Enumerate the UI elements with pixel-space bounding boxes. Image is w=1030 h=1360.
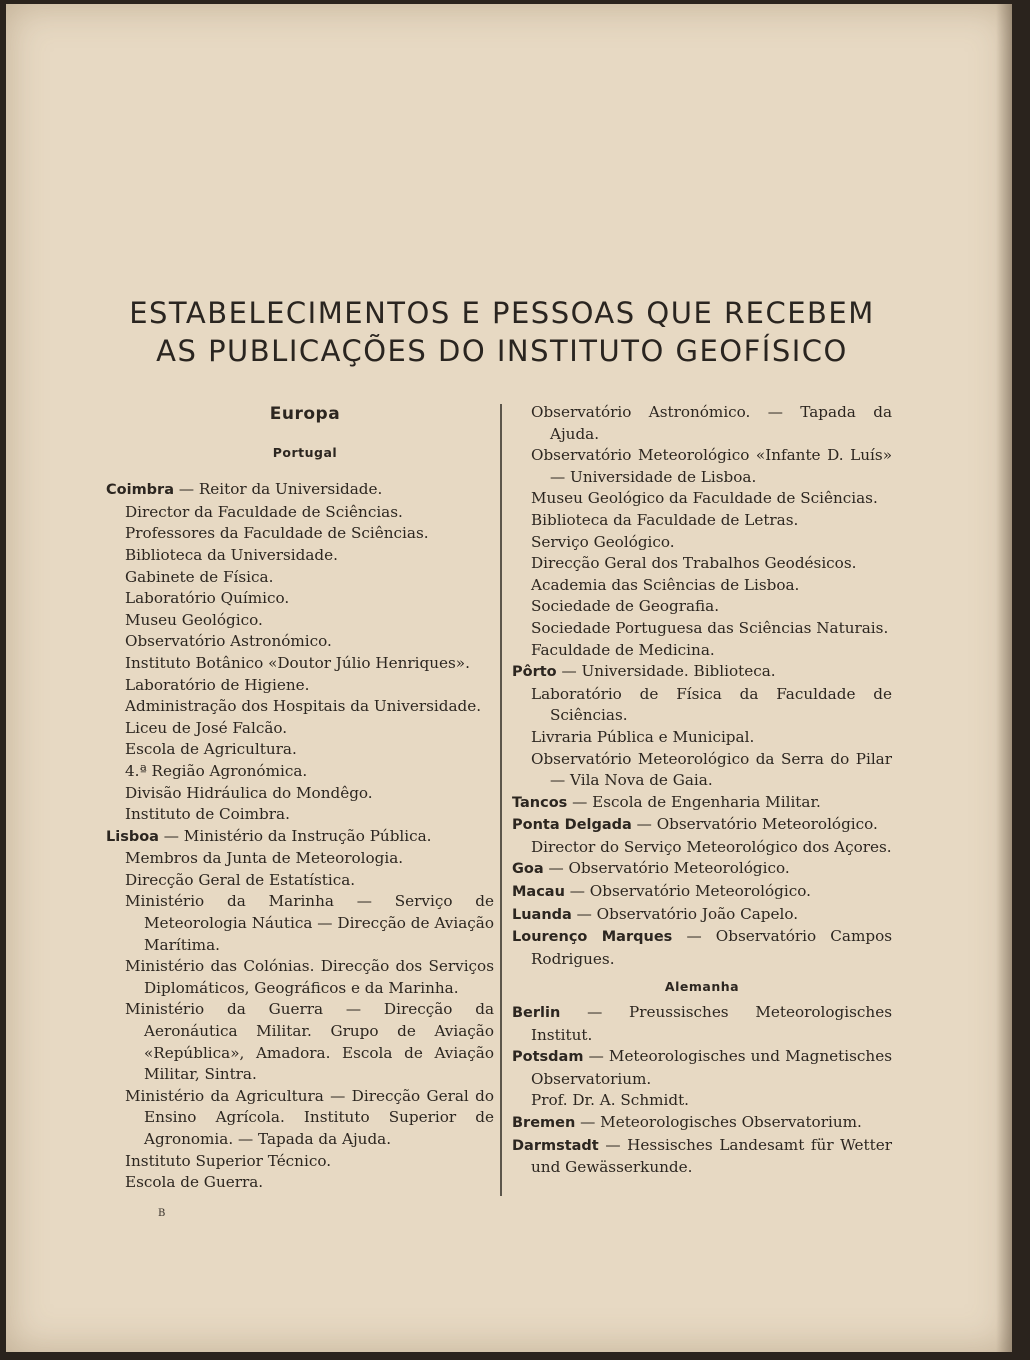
city-goa: Goa (512, 861, 544, 878)
entry-text: — Preussisches Meteorologisches Institut. (531, 1003, 892, 1044)
list-item: Ministério da Guerra — Direcção da Aeronáutica Militar. Grupo de Aviação «República», Amadora. Escola de Aviação Militar, Sintra. (125, 1000, 494, 1084)
entry-text: — Observatório Campos Rodrigues. (531, 927, 893, 968)
page-edge-shadow (996, 4, 1012, 1352)
list-item: Sociedade Portuguesa das Sciências Naturais. (531, 618, 889, 637)
list-item: Liceu de José Falcão. (125, 718, 288, 737)
city-ponta-delgada: Ponta Delgada (512, 817, 632, 834)
entry-text: — Escola de Engenharia Militar. (567, 792, 821, 811)
list-item: Direcção Geral de Estatística. (125, 870, 356, 889)
list-item: Administração dos Hospitais da Universidade. (125, 697, 482, 716)
city-lourenco-marques: Lourenço Marques (512, 929, 673, 946)
list-item: Laboratório de Higiene. (125, 675, 310, 694)
entry-darmstadt (512, 1135, 892, 1179)
list-item: Observatório Astronómico. — Tapada da Ajuda. (531, 403, 892, 443)
list-item: Director do Serviço Meteorológico dos Açores. (531, 837, 892, 856)
list-item: Observatório Astronómico. (125, 632, 332, 651)
document-page (6, 4, 1012, 1352)
list-item: Instituto de Coimbra. (125, 805, 290, 824)
city-lisboa: Lisboa (106, 828, 159, 845)
city-luanda: Luanda (512, 906, 572, 923)
list-item: Biblioteca da Universidade. (125, 545, 338, 564)
entry-lisboa (106, 826, 494, 849)
city-macau: Macau (512, 884, 565, 901)
city-coimbra: Coimbra (106, 482, 174, 499)
list-item: Membros da Junta de Meteorologia. (125, 849, 404, 868)
list-item: Faculdade de Medicina. (531, 640, 715, 659)
entry-potsdam (512, 1046, 892, 1090)
list-item: Laboratório Químico. (125, 589, 290, 608)
list-item: Instituto Superior Técnico. (125, 1151, 332, 1170)
entry-text: — Observatório Meteorológico. (543, 859, 790, 878)
entry-luanda (512, 904, 892, 927)
list-item: Director da Faculdade de Sciências. (125, 502, 403, 521)
list-item: Gabinete de Física. (125, 567, 274, 586)
column-divider (500, 404, 502, 1196)
list-item: Academia das Sciências de Lisboa. (531, 575, 800, 594)
city-porto: Pôrto (512, 664, 557, 681)
list-item: Ministério da Agricultura — Direcção Geral do Ensino Agrícola. Instituto Superior de Agronomia. — Tapada da Ajuda. (125, 1086, 494, 1148)
entry-goa (512, 858, 892, 881)
entry-bremen (512, 1112, 892, 1135)
entry-coimbra (106, 479, 494, 502)
list-item: Direcção Geral dos Trabalhos Geodésicos. (531, 554, 857, 573)
entry-text: — Hessisches Landesamt für Wetter und Gewässerkunde. (531, 1135, 892, 1177)
list-item: 4.ª Região Agronómica. (125, 761, 308, 780)
heading-alemanha: Alemanha (664, 979, 740, 995)
entry-text: — Observatório João Capelo. (571, 904, 799, 923)
signature-mark: B (158, 1208, 166, 1219)
list-item: Sociedade de Geografia. (531, 597, 720, 616)
entry-ponta-delgada (512, 814, 892, 837)
list-item: Escola de Agricultura. (125, 740, 297, 759)
entry-tancos (512, 792, 892, 815)
entry-berlin (512, 1002, 892, 1046)
heading-europa: Europa (269, 404, 341, 424)
city-berlin: Berlin (512, 1005, 561, 1022)
heading-portugal: Portugal (272, 444, 338, 460)
list-item: Ministério das Colónias. Direcção dos Serviços Diplomáticos, Geográficos e da Marinha. (125, 957, 494, 997)
list-item: Instituto Botânico «Doutor Júlio Henriques». (125, 653, 470, 672)
list-item: Biblioteca da Faculdade de Letras. (531, 510, 799, 529)
entry-text: — Meteorologisches und Magnetisches Observatorium. (531, 1047, 892, 1088)
city-bremen: Bremen (512, 1115, 576, 1131)
entry-text: — Meteorologisches Observatorium. (575, 1113, 862, 1131)
city-potsdam: Potsdam (512, 1049, 584, 1066)
list-item: Livraria Pública e Municipal. (531, 727, 755, 746)
list-item: Museu Geológico. (125, 610, 263, 629)
list-item: Observatório Meteorológico da Serra do Pilar — Vila Nova de Gaia. (531, 749, 892, 790)
entry-text: — Observatório Meteorológico. (631, 815, 878, 834)
list-item: Laboratório de Física da Faculdade de Sciências. (531, 684, 892, 725)
list-item: Observatório Meteorológico «Infante D. Luís» — Universidade de Lisboa. (531, 446, 892, 486)
entry-text: — Universidade. Biblioteca. (556, 662, 776, 681)
entry-text: — Observatório Meteorológico. (564, 882, 811, 901)
list-item: Ministério da Marinha — Serviço de Meteorologia Náutica — Direcção de Aviação Marítima. (125, 892, 494, 954)
left-column (106, 402, 494, 1194)
page-title-line-1: ESTABELECIMENTOS E PESSOAS QUE RECEBEM (129, 296, 875, 330)
right-column (512, 402, 892, 1179)
list-item: Museu Geológico da Faculdade de Sciências. (531, 489, 878, 508)
city-tancos: Tancos (512, 794, 568, 811)
list-item: Professores da Faculdade de Sciências. (125, 524, 429, 543)
entry-text: — Ministério da Instrução Pública. (158, 826, 432, 845)
entry-porto (512, 661, 892, 684)
list-item: Prof. Dr. A. Schmidt. (531, 1091, 690, 1110)
entry-macau (512, 881, 892, 904)
entry-text: — Reitor da Universidade. (174, 480, 383, 499)
page-title-line-2: AS PUBLICAÇÕES DO INSTITUTO GEOFÍSICO (156, 334, 848, 368)
entry-lourenco-marques (512, 926, 892, 970)
list-item: Divisão Hidráulica do Mondêgo. (125, 783, 373, 802)
list-item: Serviço Geológico. (531, 532, 675, 551)
list-item: Escola de Guerra. (125, 1173, 264, 1192)
city-darmstadt: Darmstadt (512, 1137, 599, 1154)
